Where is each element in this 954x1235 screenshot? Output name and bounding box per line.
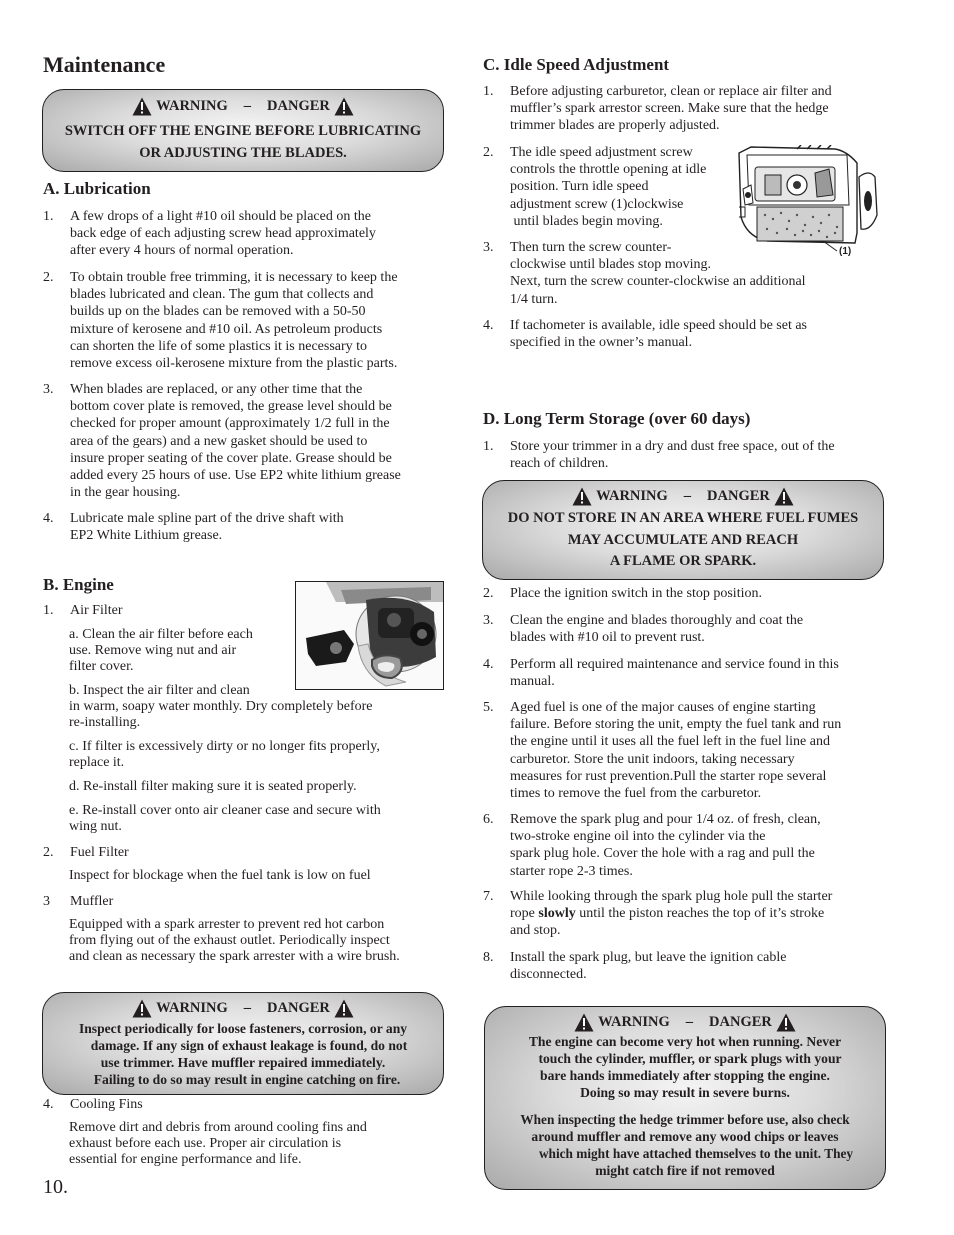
text-line: and stop. (510, 923, 561, 939)
warning-text-line: bare hands immediately after stopping the engine. (540, 1068, 830, 1083)
text-line: Equipped with a spark arrester to prevent red hot carbon (69, 917, 385, 932)
danger-label: DANGER (267, 1000, 330, 1016)
page-number: 10. (43, 1176, 68, 1198)
item-number: 6. (483, 812, 494, 827)
warning-header (483, 487, 883, 506)
fuel-filter-text (69, 868, 449, 884)
air-filter-step-e (69, 803, 449, 835)
warning-text-line: A FLAME OR SPARK. (609, 553, 757, 569)
text-line: checked for proper amount (approximately 1/2 full in the (70, 416, 390, 432)
text-line: Muffler (70, 894, 114, 909)
text-line: muffler’s spark arrestor screen. Make sure that the hedge (510, 101, 829, 117)
item-number: 4. (43, 511, 54, 526)
text-line: measures for rust prevention.Pull the starter rope several (510, 768, 827, 784)
text-line: bottom cover plate is removed, the grease level should be (70, 399, 392, 415)
text-line: remove excess oil-kerosene mixture from the plastic parts. (70, 356, 398, 372)
warning-label: WARNING (156, 98, 228, 114)
text-line: two-stroke engine oil into the cylinder via the (510, 829, 766, 845)
text-line: Aged fuel is one of the major causes of engine starting (510, 700, 816, 715)
item-number: 2. (43, 270, 54, 285)
warning-header (485, 1013, 885, 1032)
text-line: failure. Before storing the unit, empty the fuel tank and run (510, 717, 842, 733)
text-line: e. Re-install cover onto air cleaner case and secure with (69, 803, 381, 818)
warning-text-line: The engine can become very hot when running. Never (528, 1034, 842, 1049)
item-number: 3. (43, 382, 54, 397)
page-title: Maintenance (43, 52, 166, 77)
text-line: Next, turn the screw counter-clockwise an additional (510, 274, 806, 290)
text-line: manual. (510, 674, 555, 690)
text-line: filter cover. (69, 659, 134, 674)
text-line: Store your trimmer in a dry and dust free space, out of the (510, 439, 835, 454)
warning-text-line: When inspecting the hedge trimmer before use, also check (520, 1112, 850, 1127)
engine-illustration (296, 582, 443, 689)
item-number: 2. (483, 145, 494, 160)
text-line: essential for engine performance and life. (69, 1152, 302, 1167)
danger-label: DANGER (707, 488, 770, 504)
text-line: While looking through the spark plug hole pull the starter (510, 889, 833, 904)
text-line: clockwise until blades stop moving. (510, 257, 712, 273)
cooling-fins-text (69, 1120, 449, 1168)
text-line: area of the gears) and a new gasket should be used to (70, 433, 368, 449)
text-line: Air Filter (70, 603, 123, 618)
text-line: When blades are replaced, or any other time that the (70, 382, 363, 397)
text-line: Remove dirt and debris from around cooling fins and (69, 1120, 367, 1135)
text-line: wing nut. (69, 819, 122, 834)
text-line: use. Remove wing nut and air (69, 643, 237, 658)
section-heading-idle-speed: C. Idle Speed Adjustment (483, 55, 670, 74)
text-line: d. Re-install filter making sure it is seated properly. (69, 779, 357, 794)
item-number: 3. (483, 240, 494, 255)
item-number: 2. (483, 586, 494, 601)
text-fragment: rope (510, 906, 539, 922)
text-line: controls the throttle opening at idle (510, 162, 707, 178)
text-line: c. If filter is excessively dirty or no longer fits properly, (69, 739, 380, 754)
item-number: 7. (483, 889, 494, 904)
item-number: 4. (483, 657, 494, 672)
warning-text-line: Inspect periodically for loose fasteners, corrosion, or any (78, 1021, 408, 1036)
warning-text-line: around muffler and remove any wood chips or leaves (531, 1129, 839, 1144)
warning-label: WARNING (596, 488, 668, 504)
warning-triangle-icon (132, 999, 152, 1018)
warning-text-line: touch the cylinder, muffler, or spark plugs with your (538, 1051, 842, 1066)
warning-header (43, 999, 443, 1018)
warning-triangle-icon (334, 97, 354, 116)
text-line: after every 4 hours of normal operation. (70, 243, 294, 259)
warning-text-line: OR ADJUSTING THE BLADES. (139, 145, 347, 161)
air-filter-step-a (69, 627, 299, 675)
text-line: Install the spark plug, but leave the ignition cable (510, 950, 787, 965)
warning-triangle-icon (574, 1013, 594, 1032)
text-line: disconnected. (510, 967, 587, 983)
warning-label: WARNING (156, 1000, 228, 1016)
item-number: 2. (43, 845, 54, 860)
text-line: added every 25 hours of use. Use EP2 white lithium grease (70, 468, 401, 484)
text-line: exhaust before each use. Proper air circulation is (69, 1136, 342, 1151)
text-line: back edge of each adjusting screw head approximately (70, 226, 376, 242)
text-line: until blades begin moving. (510, 213, 663, 229)
section-heading-lubrication: A. Lubrication (43, 179, 151, 198)
text-line: The idle speed adjustment screw (510, 145, 693, 160)
text-line: b. Inspect the air filter and clean (69, 683, 250, 698)
section-heading-engine: B. Engine (43, 575, 114, 594)
warning-box-storage (482, 480, 884, 580)
air-filter-step-d (69, 779, 449, 795)
danger-label: DANGER (709, 1014, 772, 1030)
warning-text-line: damage. If any sign of exhaust leakage is found, do not (90, 1038, 408, 1053)
text-line: adjustment screw (1)clockwise (510, 196, 684, 212)
text-line: blades with #10 oil to prevent rust. (510, 630, 705, 646)
text-line: position. Turn idle speed (510, 179, 649, 195)
engine-air-filter-photo (295, 581, 444, 690)
item-number: 8. (483, 950, 494, 965)
text-line: Fuel Filter (70, 845, 129, 860)
warning-triangle-icon (776, 1013, 796, 1032)
warning-text-line: use trimmer. Have muffler repaired immediately. (100, 1055, 386, 1070)
text-line: re-installing. (69, 715, 141, 730)
air-filter-step-b (69, 683, 449, 731)
text-line: insure proper seating of the cover plate. Grease should be (70, 450, 392, 466)
warning-dash: – (685, 1014, 694, 1030)
text-line: EP2 White Lithium grease. (70, 528, 223, 544)
text-line: blades lubricated and clean. The gum that collects and (70, 287, 374, 303)
warning-dash: – (243, 1000, 252, 1016)
warning-box-lubricating (42, 89, 444, 172)
text-line: If tachometer is available, idle speed should be set as (510, 318, 808, 333)
text-line: spark plug hole. Cover the hole with a rag and pull the (510, 846, 815, 862)
text-line: Place the ignition switch in the stop position. (510, 586, 762, 601)
item-number: 4. (483, 318, 494, 333)
warning-triangle-icon (132, 97, 152, 116)
warning-dash: – (683, 488, 692, 504)
text-line: Then turn the screw counter- (510, 240, 672, 255)
warning-text-line: MAY ACCUMULATE AND REACH (567, 531, 799, 548)
text-line: Inspect for blockage when the fuel tank is low on fuel (69, 868, 371, 883)
warning-text-line: DO NOT STORE IN AN AREA WHERE FUEL FUMES (507, 510, 859, 526)
warning-text-line: SWITCH OFF THE ENGINE BEFORE LUBRICATING (64, 123, 422, 139)
item-number: 4. (43, 1097, 54, 1112)
warning-text-line: Failing to do so may result in engine catching on fire. (93, 1072, 401, 1087)
warning-dash: – (243, 98, 252, 114)
text-line: and clean as necessary the spark arrester with a wire brush. (69, 949, 400, 964)
warning-header (43, 97, 443, 116)
muffler-text (69, 917, 454, 965)
text-line: reach of children. (510, 456, 609, 472)
text-line: in the gear housing. (70, 485, 181, 501)
warning-triangle-icon (572, 487, 592, 506)
section-heading-storage: D. Long Term Storage (over 60 days) (483, 409, 751, 428)
item-number: 1. (43, 209, 54, 224)
text-line: carburetor. Store the unit indoors, taking necessary (510, 751, 795, 767)
warning-box-hot-engine (484, 1006, 886, 1190)
text-line: Before adjusting carburetor, clean or replace air filter and (510, 84, 832, 99)
text-line: from flying out of the exhaust outlet. Periodically inspect (69, 933, 390, 948)
air-filter-step-c (69, 739, 449, 771)
item-number: 3. (483, 613, 494, 628)
text-line: in warm, soapy water monthly. Dry completely before (69, 699, 373, 714)
warning-text-line: might catch fire if not removed (595, 1163, 775, 1178)
text-line: a. Clean the air filter before each (69, 627, 253, 642)
item-number: 1. (483, 84, 494, 99)
text-line: specified in the owner’s manual. (510, 335, 693, 351)
text-line: mixture of kerosene and #10 oil. As petroleum products (70, 321, 383, 337)
text-line: 1/4 turn. (510, 291, 558, 307)
text-line: To obtain trouble free trimming, it is necessary to keep the (70, 270, 398, 285)
item-number: 1. (43, 603, 54, 618)
text-line: A few drops of a light #10 oil should be placed on the (70, 209, 371, 224)
text-line: Cooling Fins (70, 1097, 143, 1112)
item-number: 3 (43, 894, 50, 909)
warning-triangle-icon (774, 487, 794, 506)
warning-text-line: which might have attached themselves to the unit. They (538, 1146, 854, 1161)
text-line: Lubricate male spline part of the drive shaft with (70, 511, 344, 526)
text-line (510, 905, 883, 922)
item-number: 1. (483, 439, 494, 454)
diagram-callout-label: (1) (839, 246, 852, 257)
text-line: Perform all required maintenance and service found in this (510, 657, 839, 672)
text-line: replace it. (69, 755, 125, 770)
warning-label: WARNING (598, 1014, 670, 1030)
text-line: the engine until it uses all the fuel left in the fuel line and (510, 734, 830, 750)
text-line: times to remove the fuel from the carburetor. (510, 786, 762, 802)
emphasis-slowly: slowly (538, 906, 576, 922)
text-line: starter rope 2-3 times. (510, 863, 633, 879)
warning-triangle-icon (334, 999, 354, 1018)
text-line: builds up on the blades can be removed with a 50-50 (70, 304, 366, 320)
warning-box-fasteners (42, 992, 444, 1095)
text-line: trimmer blades are properly adjusted. (510, 118, 720, 134)
warning-text-line: Doing so may result in severe burns. (580, 1085, 790, 1100)
item-number: 5. (483, 700, 494, 715)
danger-label: DANGER (267, 98, 330, 114)
text-line: Clean the engine and blades thoroughly and coat the (510, 613, 804, 628)
text-line: can shorten the life of some plastics it is necessary to (70, 338, 368, 354)
text-line: Remove the spark plug and pour 1/4 oz. of fresh, clean, (510, 812, 821, 827)
text-fragment: until the piston reaches the top of it’s stroke (575, 906, 825, 922)
